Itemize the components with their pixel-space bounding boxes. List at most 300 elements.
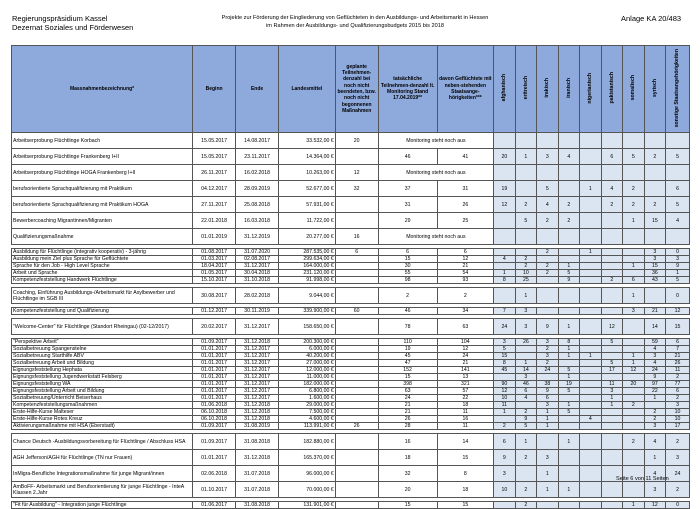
table-cell: 1 (494, 270, 516, 277)
table-cell: 152 (378, 367, 437, 374)
table-row (12, 409, 690, 416)
table-cell: 22 (644, 388, 666, 395)
table-cell: 55 (378, 270, 437, 277)
table-cell: 2 (644, 197, 666, 213)
table-cell: 1 (623, 353, 645, 360)
table-cell (644, 181, 666, 197)
table-cell (335, 402, 378, 409)
table-cell: 31.12.2018 (236, 409, 279, 416)
table-cell: 1 (580, 249, 602, 256)
table-cell: 3 (537, 450, 559, 466)
table-cell: 21 (378, 402, 437, 409)
table-cell (558, 249, 580, 256)
table-cell: 9.044,00 € (279, 288, 336, 304)
table-cell: 5 (494, 346, 516, 353)
table-cell (601, 434, 623, 450)
table-cell: 6 (666, 181, 690, 197)
table-cell: 19 (558, 381, 580, 388)
table-cell: 2 (437, 288, 494, 304)
table-cell (580, 133, 602, 149)
table-cell (601, 450, 623, 466)
table-cell (601, 423, 623, 430)
table-cell (601, 409, 623, 416)
table-cell (644, 288, 666, 304)
table-cell: 6 (494, 434, 516, 450)
table-cell (335, 288, 378, 304)
table-cell (494, 374, 516, 381)
document-title (175, 14, 535, 30)
table-cell: 70.000,00 € (279, 482, 336, 498)
table-cell: 15 (666, 319, 690, 335)
table-cell (335, 277, 378, 284)
table-cell (494, 229, 516, 245)
table-cell (580, 165, 602, 181)
table-cell: 31.08.2018 (236, 502, 279, 509)
table-cell: 21 (437, 360, 494, 367)
table-cell: 16.02.2018 (236, 165, 279, 181)
table-cell (335, 360, 378, 367)
table-cell: 2 (666, 395, 690, 402)
table-cell: 91.998,00 € (279, 277, 336, 284)
table-cell (623, 482, 645, 498)
table-cell: 4 (515, 395, 537, 402)
table-cell (580, 339, 602, 346)
table-cell: 78 (378, 319, 437, 335)
table-cell: 10 (666, 409, 690, 416)
table-cell: 9 (666, 263, 690, 270)
table-row (12, 395, 690, 402)
table-cell (601, 308, 623, 315)
table-cell (623, 256, 645, 263)
measure-name-cell: Coaching, Einführung Ausbildungs-/Arbeitsmarkt für Asylbewerber und Flüchtlinge im SGB III (12, 288, 193, 304)
table-cell: 3 (515, 308, 537, 315)
table-cell: 1 (623, 360, 645, 367)
measure-name-cell: Chance Deutsch -Ausbildungsvorbereitung für Flüchtlinge / Abschluss HSA (12, 434, 193, 450)
table-cell: 31.12.2017 (236, 353, 279, 360)
document-title-line-1: Projekte zur Förderung der Eingliederung von Geflüchteten in den Ausbildungs- und Arbeitsmarkt in Hessen (221, 15, 489, 21)
table-cell: 63 (437, 319, 494, 335)
table-cell: 02.06.2018 (193, 466, 236, 482)
table-cell: 1 (558, 353, 580, 360)
table-cell (335, 270, 378, 277)
table-row (12, 367, 690, 374)
table-cell: 57.931,00 € (279, 197, 336, 213)
table-cell (335, 319, 378, 335)
table-cell: 63 (378, 388, 437, 395)
table-cell: 110 (378, 339, 437, 346)
table-cell: 11 (437, 409, 494, 416)
column-header (644, 46, 666, 133)
measure-name-cell: AmBoFF- Arbeitsmarkt und Berufsorientierung für junge Flüchtlinge - InteA Klassen 2.Jahr (12, 482, 193, 498)
table-cell: 4 (644, 434, 666, 450)
table-cell: 141 (437, 367, 494, 374)
table-cell: 2 (537, 270, 559, 277)
table-cell: 12 (623, 367, 645, 374)
table-cell: 2 (537, 263, 559, 270)
measure-name-cell: Sozialbetreuung Spangenstelne (12, 346, 193, 353)
table-cell: 15 (644, 213, 666, 229)
table-cell: 6 (601, 149, 623, 165)
table-cell: 9 (558, 277, 580, 284)
table-cell: 93 (437, 277, 494, 284)
table-cell: 7.500,00 € (279, 409, 336, 416)
table-cell: 1 (537, 466, 559, 482)
table-cell (601, 288, 623, 304)
table-row (12, 133, 690, 149)
table-cell: 1.600,00 € (279, 395, 336, 402)
table-cell: 1 (623, 502, 645, 509)
table-cell: 57 (437, 388, 494, 395)
table-cell: 10 (494, 395, 516, 402)
table-cell: 2 (494, 423, 516, 430)
table-cell: 5 (558, 388, 580, 395)
measure-name-cell: Erste-Hilfe-Kurse Malteser (12, 409, 193, 416)
table-cell: 11.000,00 € (279, 374, 336, 381)
table-cell: 2 (601, 197, 623, 213)
table-cell: 2 (623, 197, 645, 213)
table-cell: 1 (580, 353, 602, 360)
table-cell: 9 (537, 388, 559, 395)
table-cell: 2 (515, 409, 537, 416)
table-cell: 131.901,00 € (279, 502, 336, 509)
table-cell: 2 (537, 360, 559, 367)
table-cell: 4 (644, 346, 666, 353)
table-cell: 17 (666, 423, 690, 430)
table-cell: 11 (666, 367, 690, 374)
table-cell: 15 (644, 263, 666, 270)
table-cell: 97 (644, 381, 666, 388)
table-cell: 2 (515, 502, 537, 509)
table-cell: 1 (644, 450, 666, 466)
table-cell: 12 (601, 319, 623, 335)
column-header-label: sonstige Staatsangehörigkeiten (674, 48, 681, 128)
table-row (12, 360, 690, 367)
document-title-line-2: im Rahmen der Ausbildungs- und Qualifizierungsbudgets 2015 bis 2018 (266, 23, 444, 29)
table-cell: 21 (437, 263, 494, 270)
column-header-label: somalisch (630, 75, 637, 101)
table-cell: 113.991,00 € (279, 423, 336, 430)
table-header-row (12, 46, 690, 133)
table-cell: 2 (515, 263, 537, 270)
table-cell: 5 (537, 181, 559, 197)
table-cell (515, 249, 537, 256)
table-cell: 1 (666, 270, 690, 277)
table-cell (580, 319, 602, 335)
table-cell: 1 (623, 213, 645, 229)
table-cell (537, 133, 559, 149)
table-cell (515, 353, 537, 360)
table-cell (558, 165, 580, 181)
table-cell (335, 388, 378, 395)
column-header (580, 46, 602, 133)
table-cell (580, 502, 602, 509)
table-cell: 30.04.2018 (236, 270, 279, 277)
table-cell: 6 (437, 249, 494, 256)
table-cell (335, 263, 378, 270)
table-cell: 4 (537, 197, 559, 213)
table-cell (580, 381, 602, 388)
table-cell: 2 (515, 197, 537, 213)
table-cell: 47 (378, 360, 437, 367)
table-cell: 27.11.2017 (193, 197, 236, 213)
table-cell: 06.10.2018 (193, 409, 236, 416)
table-cell: 8 (494, 277, 516, 284)
table-cell: 12 (335, 165, 378, 181)
measure-name-cell: berufsorientierte Sprachqualifizierung mit Praktikum (12, 181, 193, 197)
table-cell (335, 502, 378, 509)
measure-name-cell: Arbeitserprobung Flüchtlinge HOGA Frankenberg I+II (12, 165, 193, 181)
table-cell: 01.05.2017 (193, 270, 236, 277)
table-cell (580, 367, 602, 374)
table-cell: 20.02.2017 (193, 319, 236, 335)
table-row (12, 213, 690, 229)
table-cell: 77 (666, 381, 690, 388)
table-cell: 4 (666, 213, 690, 229)
table-cell (601, 374, 623, 381)
table-cell: 182.880,00 € (279, 434, 336, 450)
table-cell (644, 133, 666, 149)
table-cell: 37 (378, 181, 437, 197)
table-cell: 31.12.2018 (236, 416, 279, 423)
table-cell: 01.01.2017 (193, 374, 236, 381)
measure-name-cell: Sozialbetreuung/Unterricht Beiserhaus (12, 395, 193, 402)
table-cell: 10 (515, 270, 537, 277)
table-cell (580, 374, 602, 381)
table-cell: 21 (644, 308, 666, 315)
table-cell: 8 (437, 466, 494, 482)
table-cell: 01.09.2017 (193, 423, 236, 430)
table-cell (666, 165, 690, 181)
table-cell (580, 277, 602, 284)
table-cell: 30 (378, 263, 437, 270)
table-cell: 12 (666, 308, 690, 315)
column-header-label: eritreisch (522, 76, 529, 100)
table-cell: 2 (666, 434, 690, 450)
table-cell: 26 (437, 197, 494, 213)
measure-name-cell: "Welcome-Center" für Flüchtlinge (Standort Rheingau) (02-12/2017) (12, 319, 193, 335)
table-cell: 182.000,00 € (279, 381, 336, 388)
table-cell: 3 (537, 402, 559, 409)
table-cell: 24 (378, 395, 437, 402)
table-cell: 3 (644, 353, 666, 360)
table-cell: 11 (437, 423, 494, 430)
table-cell: 31.12.2017 (236, 360, 279, 367)
table-cell: 01.12.2017 (193, 308, 236, 315)
table-cell: 4.600,00 € (279, 416, 336, 423)
table-cell: 54 (437, 270, 494, 277)
table-cell (537, 229, 559, 245)
table-cell (623, 346, 645, 353)
attachment-label: Anlage KA 20/483 (621, 14, 682, 23)
table-cell (580, 263, 602, 270)
table-cell: 8 (494, 360, 516, 367)
table-cell (644, 229, 666, 245)
table-row (12, 381, 690, 388)
table-cell: 299.634,00 € (279, 256, 336, 263)
table-cell (580, 288, 602, 304)
table-cell: 6.800,00 € (279, 388, 336, 395)
table-cell: 2 (515, 256, 537, 263)
table-cell: 01.01.2017 (193, 353, 236, 360)
table-cell: 5 (623, 149, 645, 165)
table-cell: 12 (437, 346, 494, 353)
table-cell: 28.09.2019 (236, 181, 279, 197)
table-cell: 31.12.2017 (236, 381, 279, 388)
table-cell: 45 (494, 367, 516, 374)
table-row (12, 270, 690, 277)
table-cell (558, 395, 580, 402)
measure-name-cell: Ausbildung für Flüchtlinge (integrativ kooperativ) - 3-jährig (12, 249, 193, 256)
measure-name-cell: Sozialbetreuung Starthilfe ABV (12, 353, 193, 360)
table-cell: 2 (623, 402, 645, 409)
table-cell: 3 (537, 339, 559, 346)
table-cell (494, 133, 516, 149)
table-cell: 2 (558, 213, 580, 229)
table-cell: 25 (437, 213, 494, 229)
table-cell: 12 (494, 197, 516, 213)
table-cell: 4 (644, 466, 666, 482)
table-row (12, 288, 690, 304)
table-cell (494, 249, 516, 256)
table-cell: 60 (335, 308, 378, 315)
table-cell (580, 360, 602, 367)
table-cell: 15.05.2017 (193, 133, 236, 149)
measure-name-cell: Bewerbercoaching Migrantinnen/Migranten (12, 213, 193, 229)
table-cell: 1 (537, 423, 559, 430)
measure-name-cell: Arbeitserprobung Flüchtlinge Frankenberg I+II (12, 149, 193, 165)
table-row (12, 502, 690, 509)
table-cell: 165.370,00 € (279, 450, 336, 466)
table-cell: 01.01.2017 (193, 346, 236, 353)
table-cell: 46 (378, 149, 437, 165)
table-cell (623, 395, 645, 402)
table-cell: 1 (537, 482, 559, 498)
table-cell (335, 416, 378, 423)
table-cell: 10.263,00 € (279, 165, 336, 181)
table-cell: 1 (580, 181, 602, 197)
table-cell: 3 (666, 450, 690, 466)
table-cell (623, 339, 645, 346)
measure-name-cell: Arbeit und Sprache (12, 270, 193, 277)
table-cell: 28 (378, 423, 437, 430)
column-header-label: syrisch (651, 78, 658, 97)
table-cell: 3 (494, 466, 516, 482)
table-cell: 4 (601, 181, 623, 197)
table-cell (666, 133, 690, 149)
table-cell: 31.12.2017 (236, 367, 279, 374)
table-cell (623, 249, 645, 256)
table-cell (335, 213, 378, 229)
table-cell: 31.12.2019 (236, 229, 279, 245)
table-row (12, 165, 690, 181)
table-cell: 9 (515, 416, 537, 423)
table-cell (623, 165, 645, 181)
table-row (12, 402, 690, 409)
measure-name-cell: Sprache für den Job - High Level Sprache (12, 263, 193, 270)
table-cell: 19 (378, 346, 437, 353)
table-cell: 43 (644, 277, 666, 284)
table-cell (601, 249, 623, 256)
table-cell: 3 (644, 249, 666, 256)
table-cell: 46 (515, 381, 537, 388)
table-row (12, 319, 690, 335)
table-cell (580, 466, 602, 482)
table-cell: 398 (378, 381, 437, 388)
table-cell: 3 (666, 256, 690, 263)
table-cell: 01.03.2017 (193, 256, 236, 263)
table-cell (335, 395, 378, 402)
table-cell: 14.08.2017 (236, 133, 279, 149)
table-cell: 20 (623, 381, 645, 388)
column-header: Ende (236, 46, 279, 133)
table-cell (335, 409, 378, 416)
table-cell: 17 (601, 367, 623, 374)
table-cell (601, 270, 623, 277)
table-cell (644, 402, 666, 409)
table-cell: 31.12.2017 (236, 319, 279, 335)
table-cell (558, 256, 580, 263)
table-cell: 29.000,00 € (279, 402, 336, 409)
table-cell: 231.120,00 € (279, 270, 336, 277)
table-cell: 5 (515, 213, 537, 229)
table-cell: 27.000,00 € (279, 360, 336, 367)
table-cell: 01.06.2018 (193, 402, 236, 409)
table-cell: 31.07.2018 (236, 482, 279, 498)
table-cell: 1 (494, 409, 516, 416)
column-header (623, 46, 645, 133)
table-cell: 2 (558, 197, 580, 213)
table-cell: 10 (666, 416, 690, 423)
table-row (12, 374, 690, 381)
table-cell: 24 (437, 353, 494, 360)
table-cell: 24 (494, 319, 516, 335)
table-cell: 11 (494, 402, 516, 409)
table-cell (601, 346, 623, 353)
table-cell (580, 395, 602, 402)
table-cell (515, 133, 537, 149)
column-header: Beginn (193, 46, 236, 133)
measure-name-cell: Eignungsfeststellung Jugendwerkstatt Felsberg (12, 374, 193, 381)
table-cell: 18 (378, 450, 437, 466)
table-cell (335, 367, 378, 374)
table-cell: 2 (601, 277, 623, 284)
table-cell: 01.01.2017 (193, 450, 236, 466)
table-cell (537, 434, 559, 450)
table-row (12, 181, 690, 197)
table-cell (537, 502, 559, 509)
column-header (537, 46, 559, 133)
table-cell: 9 (537, 319, 559, 335)
department-name: Dezernat Soziales und Förderwesen (12, 23, 134, 32)
table-cell (494, 502, 516, 509)
table-cell: 2 (537, 249, 559, 256)
table-cell (558, 450, 580, 466)
column-header-label: irakisch (544, 78, 551, 98)
table-cell (537, 256, 559, 263)
table-cell: 31.12.2017 (236, 395, 279, 402)
column-header (515, 46, 537, 133)
column-header (494, 46, 516, 133)
table-cell: 5 (666, 149, 690, 165)
table-cell (580, 450, 602, 466)
column-header: Landesmittel (279, 46, 336, 133)
table-cell (537, 165, 559, 181)
table-cell (335, 374, 378, 381)
table-cell: 12.000,00 € (279, 367, 336, 374)
table-cell: 5 (601, 339, 623, 346)
table-cell: 4 (644, 360, 666, 367)
table-cell (515, 346, 537, 353)
